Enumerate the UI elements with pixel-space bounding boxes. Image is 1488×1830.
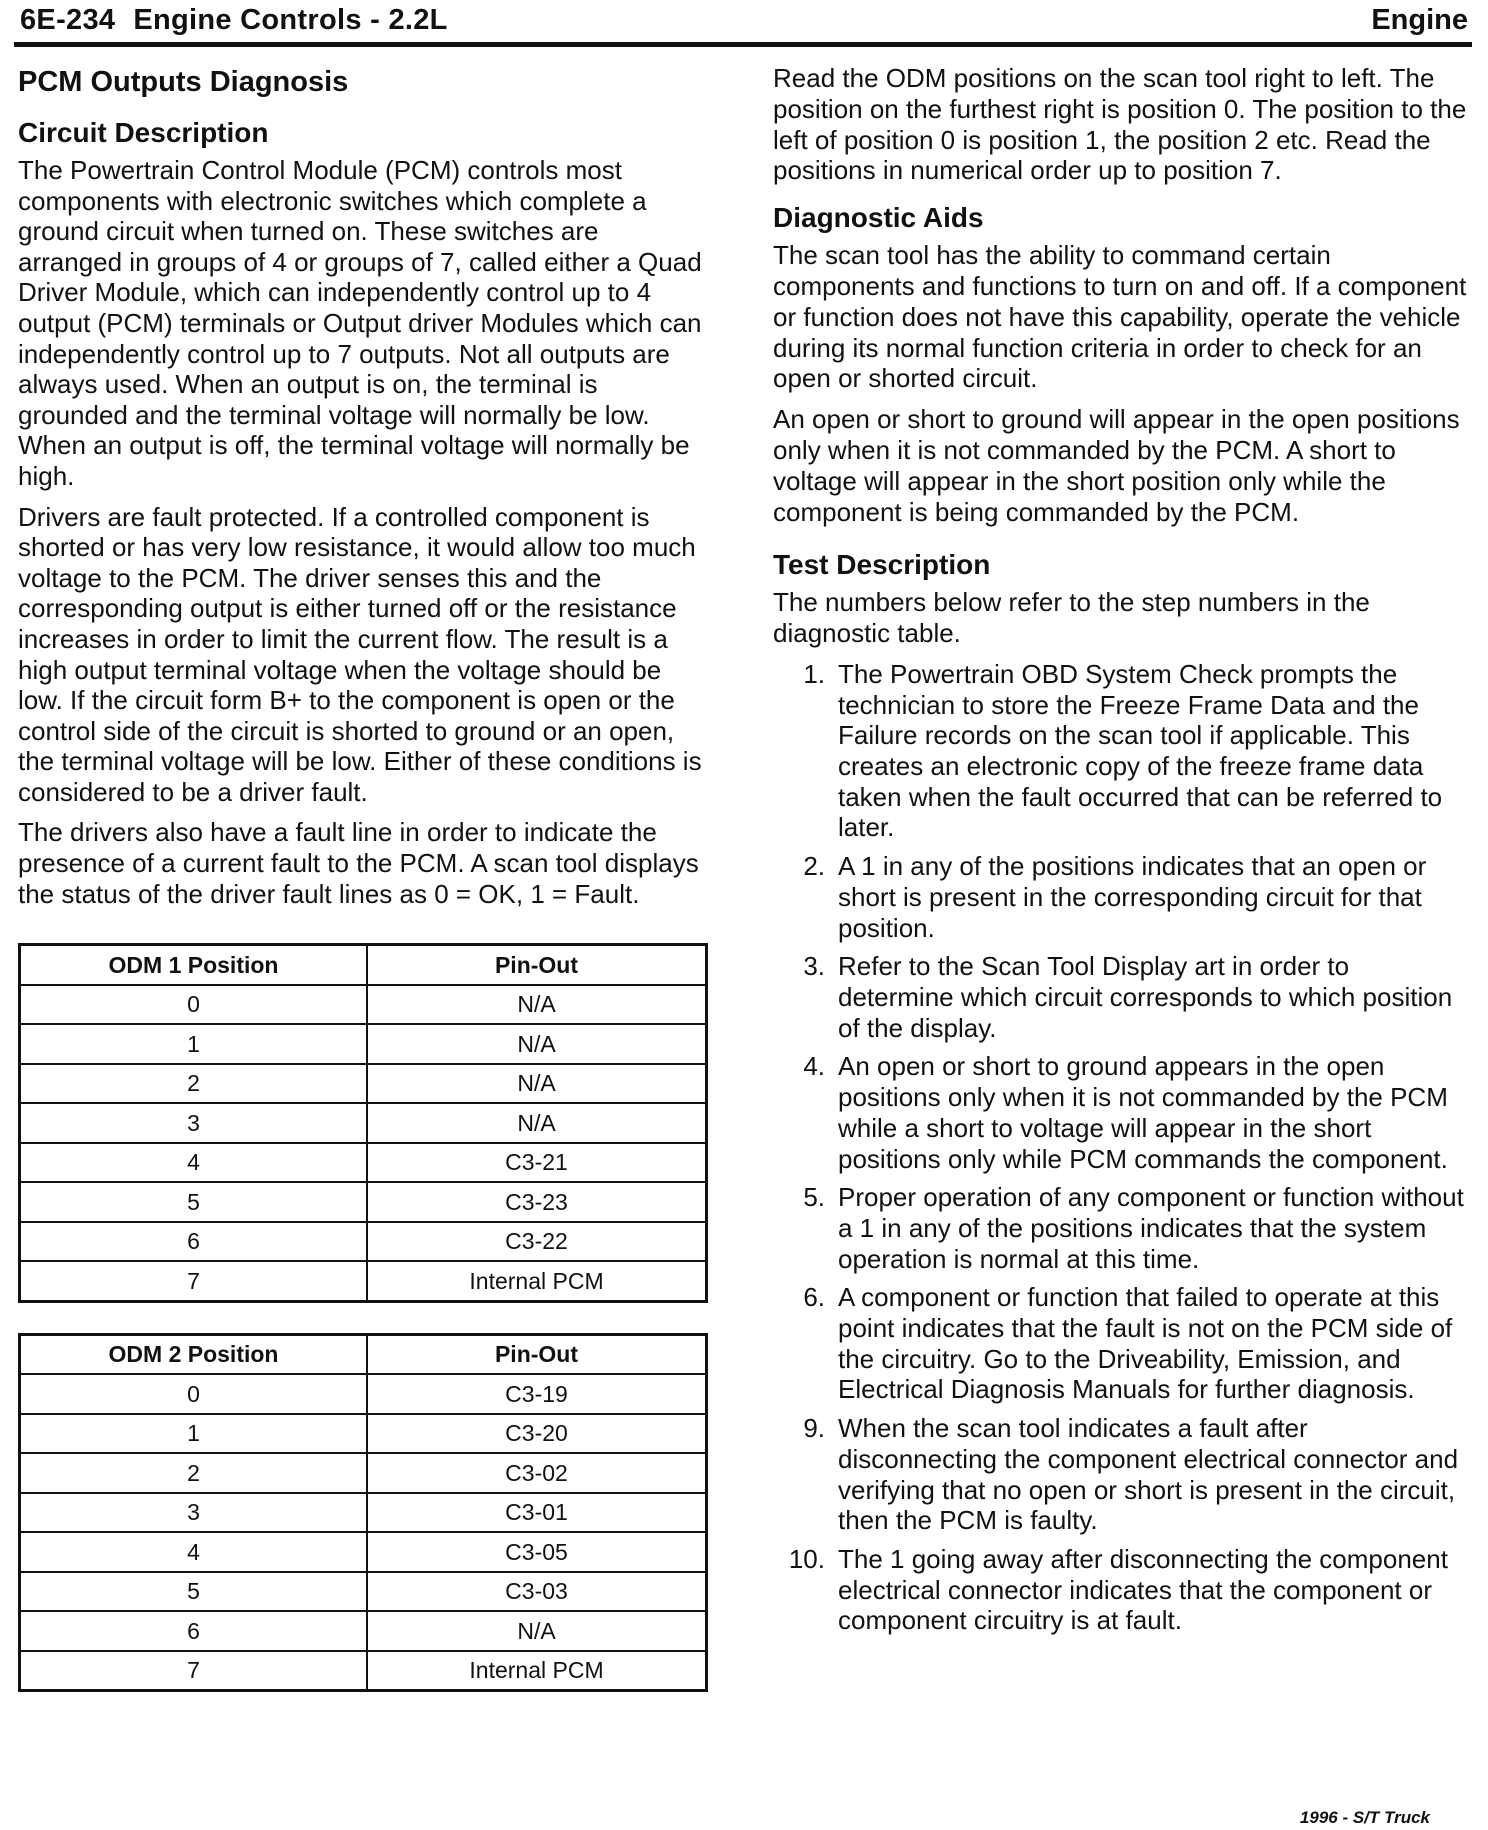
- circuit-paragraph-2: Drivers are fault protected. If a controlled component is shorted or has very low resistance, it would allow too much voltage to the PCM. The driver senses this and the corresponding output is either turned off or the resistance increases in order to limit the current flow. The result is a high output terminal voltage when the voltage should be low. If the circuit form B+ to the component is open or the control side of the circuit is shorted to ground or an open, the terminal voltage will be low. Either of these conditions is considered to be a driver fault.: [18, 501, 702, 807]
- position-cell: 6: [20, 1222, 368, 1262]
- position-cell: 5: [20, 1572, 368, 1612]
- column-header: Pin-Out: [367, 945, 707, 985]
- table-header-row: [20, 945, 707, 985]
- position-cell: 5: [20, 1182, 368, 1222]
- step-number: 3.: [803, 951, 825, 982]
- pinout-cell: C3-23: [367, 1182, 707, 1222]
- position-cell: 1: [20, 1024, 368, 1064]
- table-header-row: [20, 1334, 707, 1374]
- test-steps-list: [773, 659, 1471, 1636]
- step-text: When the scan tool indicates a fault after disconnecting the component electrical connector and verifying that no open or short is present in the circuit, then the PCM is faulty.: [838, 1413, 1459, 1536]
- list-item: [773, 1282, 1471, 1405]
- header-title: Engine Controls - 2.2L: [133, 4, 448, 36]
- pinout-cell: C3-19: [367, 1374, 707, 1414]
- odm-read-paragraph: Read the ODM positions on the scan tool right to left. The position on the furthest right is position 0. The position to the left of position 0 is position 1, the position 2 etc. Read the positions in numerical order up to position 7.: [773, 63, 1467, 186]
- pinout-cell: C3-01: [367, 1493, 707, 1533]
- left-column: [18, 60, 708, 1692]
- position-cell: 6: [20, 1611, 368, 1651]
- pinout-cell: N/A: [367, 1103, 707, 1143]
- table-row: [20, 1493, 707, 1533]
- table-row: [20, 1024, 707, 1064]
- table-row: [20, 1651, 707, 1691]
- list-item: [773, 1544, 1471, 1636]
- column-header: ODM 1 Position: [20, 945, 368, 985]
- step-number: 1.: [803, 658, 825, 689]
- pinout-cell: C3-22: [367, 1222, 707, 1262]
- step-number: 5.: [803, 1182, 825, 1213]
- position-cell: 3: [20, 1493, 368, 1533]
- list-item: [773, 1182, 1471, 1274]
- circuit-paragraph-1: The Powertrain Control Module (PCM) controls most components with electronic switches which complete a ground circuit when turned on. These switches are arranged in groups of 4 or groups of 7, called either a Quad Driver Module, which can independently control up to 4 output (PCM) terminals or Output driver Modules which can independently control up to 7 outputs. Not all outputs are always used. When an output is on, the terminal is grounded and the terminal voltage will normally be low. When an output is off, the terminal voltage will normally be high.: [18, 155, 702, 491]
- pinout-cell: C3-02: [367, 1453, 707, 1493]
- step-text: The 1 going away after disconnecting the component electrical connector indicates that the component or component circuitry is at fault.: [838, 1543, 1448, 1636]
- list-item: [773, 851, 1471, 943]
- header-section: Engine: [1371, 4, 1468, 36]
- table-row: [20, 985, 707, 1025]
- step-number: 10.: [788, 1543, 825, 1574]
- page-code: 6E-234: [20, 4, 116, 36]
- list-item: [773, 1413, 1471, 1536]
- pinout-cell: C3-21: [367, 1143, 707, 1183]
- table-row: [20, 1374, 707, 1414]
- table-row: [20, 1103, 707, 1143]
- pinout-cell: C3-20: [367, 1414, 707, 1454]
- table-row: [20, 1143, 707, 1183]
- table-row: [20, 1064, 707, 1104]
- position-cell: 4: [20, 1143, 368, 1183]
- table-row: [20, 1611, 707, 1651]
- pinout-cell: N/A: [367, 1611, 707, 1651]
- pinout-cell: Internal PCM: [367, 1651, 707, 1691]
- table-row: [20, 1414, 707, 1454]
- test-description-heading: Test Description: [773, 549, 991, 581]
- position-cell: 0: [20, 985, 368, 1025]
- column-header: ODM 2 Position: [20, 1334, 368, 1374]
- pinout-cell: Internal PCM: [367, 1261, 707, 1301]
- pinout-cell: N/A: [367, 985, 707, 1025]
- step-number: 9.: [803, 1413, 825, 1444]
- circuit-paragraph-3: The drivers also have a fault line in order to indicate the presence of a current fault to the PCM. A scan tool displays the status of the driver fault lines as 0 = OK, 1 = Fault.: [18, 817, 699, 909]
- position-cell: 0: [20, 1374, 368, 1414]
- table-row: [20, 1182, 707, 1222]
- position-cell: 4: [20, 1532, 368, 1572]
- step-text: A 1 in any of the positions indicates that an open or short is present in the corresponding circuit for that position.: [838, 851, 1427, 943]
- step-number: 2.: [803, 851, 825, 882]
- page-footer: 1996 - S/T Truck: [1299, 1808, 1430, 1827]
- step-text: Refer to the Scan Tool Display art in order to determine which circuit corresponds to which position of the display.: [838, 951, 1453, 1043]
- header-left: [20, 4, 448, 37]
- pinout-cell: C3-03: [367, 1572, 707, 1612]
- position-cell: 3: [20, 1103, 368, 1143]
- aids-paragraph-1: The scan tool has the ability to command certain components and functions to turn on and off. If a component or function does not have this capability, operate the vehicle during its normal function criteria in order to check for an open or shorted circuit.: [773, 240, 1467, 394]
- table-row: [20, 1572, 707, 1612]
- right-column: [773, 63, 1471, 1644]
- position-cell: 2: [20, 1064, 368, 1104]
- step-text: Proper operation of any component or function without a 1 in any of the positions indicates that the system operation is normal at this time.: [838, 1182, 1464, 1274]
- position-cell: 7: [20, 1651, 368, 1691]
- position-cell: 1: [20, 1414, 368, 1454]
- step-text: The Powertrain OBD System Check prompts the technician to store the Freeze Frame Data and the Failure records on the scan tool if applicable. This creates an electronic copy of the freeze frame data taken when the fault occurred that can be referred to later.: [838, 658, 1443, 843]
- list-item: [773, 1051, 1471, 1174]
- table-row: [20, 1453, 707, 1493]
- table-row: [20, 1532, 707, 1572]
- pinout-cell: N/A: [367, 1024, 707, 1064]
- table-row: [20, 1222, 707, 1262]
- step-text: A component or function that failed to operate at this point indicates that the fault is not on the PCM side of the circuitry. Go to the Driveability, Emission, and Electrical Diagnosis Manuals for further diagnosis.: [838, 1282, 1453, 1405]
- column-header: Pin-Out: [367, 1334, 707, 1374]
- list-item: [773, 659, 1471, 843]
- pinout-cell: C3-05: [367, 1532, 707, 1572]
- table-row: [20, 1261, 707, 1301]
- test-intro-paragraph: The numbers below refer to the step numbers in the diagnostic table.: [773, 587, 1370, 649]
- list-item: [773, 951, 1471, 1043]
- step-text: An open or short to ground appears in the open positions only when it is not commanded by the PCM while a short to voltage will appear in the short positions only while PCM commands the component.: [838, 1051, 1448, 1174]
- pinout-cell: N/A: [367, 1064, 707, 1104]
- aids-paragraph-2: An open or short to ground will appear in the open positions only when it is not commanded by the PCM. A short to voltage will appear in the short position only while the component is being commanded by the PCM.: [773, 404, 1460, 527]
- step-number: 6.: [803, 1282, 825, 1313]
- position-cell: 2: [20, 1453, 368, 1493]
- odm1-table: [18, 943, 708, 1303]
- odm2-table: [18, 1333, 708, 1693]
- position-cell: 7: [20, 1261, 368, 1301]
- step-number: 4.: [803, 1051, 825, 1082]
- page-header: [14, 2, 1472, 47]
- circuit-description-heading: Circuit Description: [18, 117, 269, 148]
- diagnostic-aids-heading: Diagnostic Aids: [773, 202, 984, 234]
- page-title: PCM Outputs Diagnosis: [18, 66, 349, 98]
